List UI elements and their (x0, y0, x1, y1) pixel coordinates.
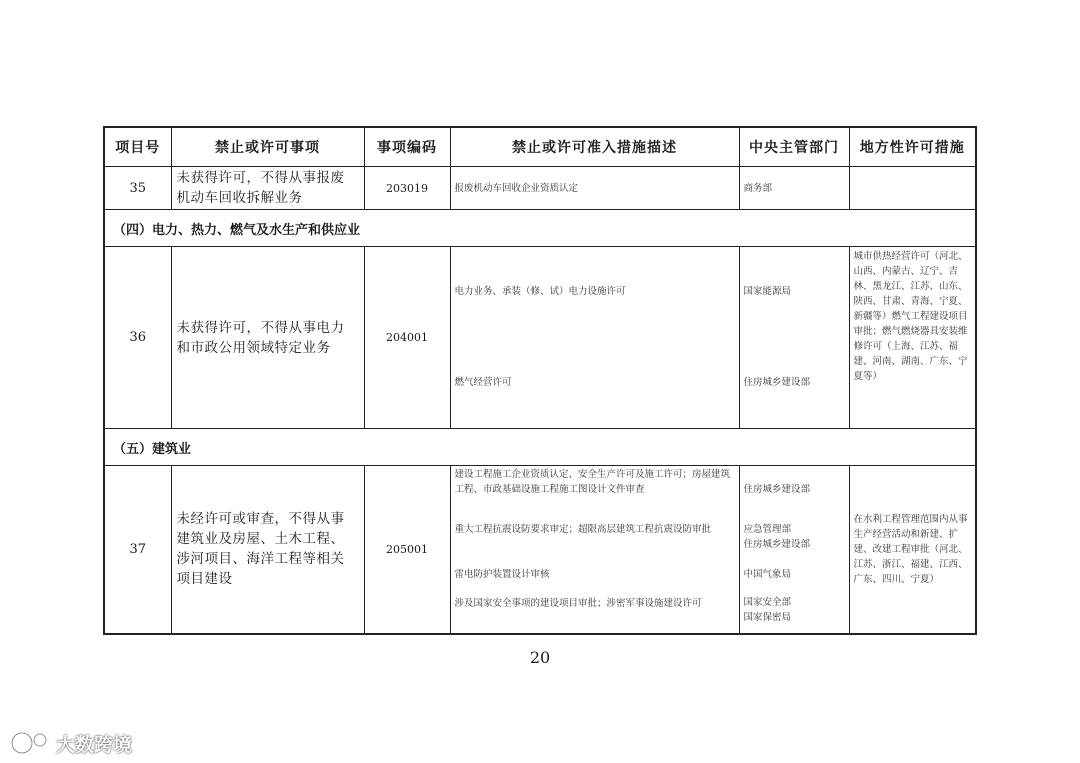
section-title: （四）电力、热力、燃气及水生产和供应业 (104, 210, 976, 247)
row-desc-cell (450, 466, 739, 634)
row-desc: 雷电防护装置设计审核 (454, 569, 550, 581)
section-title: （五）建筑业 (104, 429, 976, 466)
row-dept: 商务部 (739, 167, 849, 210)
row-desc-cell (450, 247, 739, 429)
row-item: 未获得许可，不得从事报废机动车回收拆解业务 (171, 167, 364, 210)
row-code: 205001 (364, 466, 450, 634)
row-item: 未获得许可，不得从事电力和市政公用领域特定业务 (171, 247, 364, 429)
row-local: 在水利工程管理范围内从事生产经营活动和新建、扩建、改建工程审批（河北、江苏、浙江、福建、江西、广东、四川、宁夏） (849, 466, 976, 634)
row-code: 203019 (364, 167, 450, 210)
row-dept: 国家能源局 (743, 285, 792, 297)
watermark (10, 729, 132, 757)
header-item-no: 项目号 (104, 127, 171, 167)
header-local-measures: 地方性许可措施 (849, 127, 976, 167)
row-number: 36 (104, 247, 171, 429)
row-dept: 中国气象局 (743, 569, 792, 581)
row-number: 35 (104, 167, 171, 210)
header-item: 禁止或许可事项 (171, 127, 364, 167)
header-measures: 禁止或许可准入措施描述 (450, 127, 739, 167)
row-desc: 燃气经营许可 (454, 376, 512, 388)
page-number: 20 (529, 648, 551, 667)
watermark-logo-icon (10, 729, 52, 757)
row-dept: 住房城乡建设部 (743, 376, 811, 388)
row-code: 204001 (364, 247, 450, 429)
row-dept: 国家安全部 (743, 597, 792, 609)
row-local (849, 167, 976, 210)
header-code: 事项编码 (364, 127, 450, 167)
table-header-row (104, 127, 976, 167)
row-dept: 住房城乡建设部 (743, 539, 811, 551)
row-dept: 国家保密局 (743, 612, 792, 624)
row-dept-cell (739, 247, 849, 429)
row-dept: 住房城乡建设部 (743, 484, 811, 496)
table-row (104, 167, 976, 210)
permit-table (103, 126, 977, 635)
row-local: 城市供热经营许可（河北、山西、内蒙古、辽宁、吉林、黑龙江、江苏、山东、陕西、甘肃、青海、宁夏、新疆等）燃气工程建设项目审批；燃气燃烧器具安装维修许可（上海、江苏、福建、河南、湖南、广东、宁夏等） (849, 247, 976, 429)
row-dept: 应急管理部 (743, 524, 792, 536)
row-item: 未经许可或审查，不得从事建筑业及房屋、土木工程、涉河项目、海洋工程等相关项目建设 (171, 466, 364, 634)
table-row (104, 247, 976, 429)
section-row (104, 210, 976, 247)
row-desc: 电力业务、承装（修、试）电力设施许可 (454, 285, 626, 297)
watermark-text: 大数跨境 (56, 733, 133, 756)
table-row (104, 466, 976, 634)
section-row (104, 429, 976, 466)
row-dept-cell (739, 466, 849, 634)
row-desc: 涉及国家安全事项的建设项目审批；涉密军事设施建设许可 (454, 598, 702, 610)
row-desc: 报废机动车回收企业资质认定 (450, 167, 739, 210)
row-desc: 建设工程施工企业资质认定、安全生产许可及施工许可；房屋建筑工程、市政基础设施工程施工图设计文件审查 (454, 469, 731, 496)
header-central-dept: 中央主管部门 (739, 127, 849, 167)
row-number: 37 (104, 466, 171, 634)
row-desc: 重大工程抗震设防要求审定；超限高层建筑工程抗震设防审批 (454, 524, 712, 536)
